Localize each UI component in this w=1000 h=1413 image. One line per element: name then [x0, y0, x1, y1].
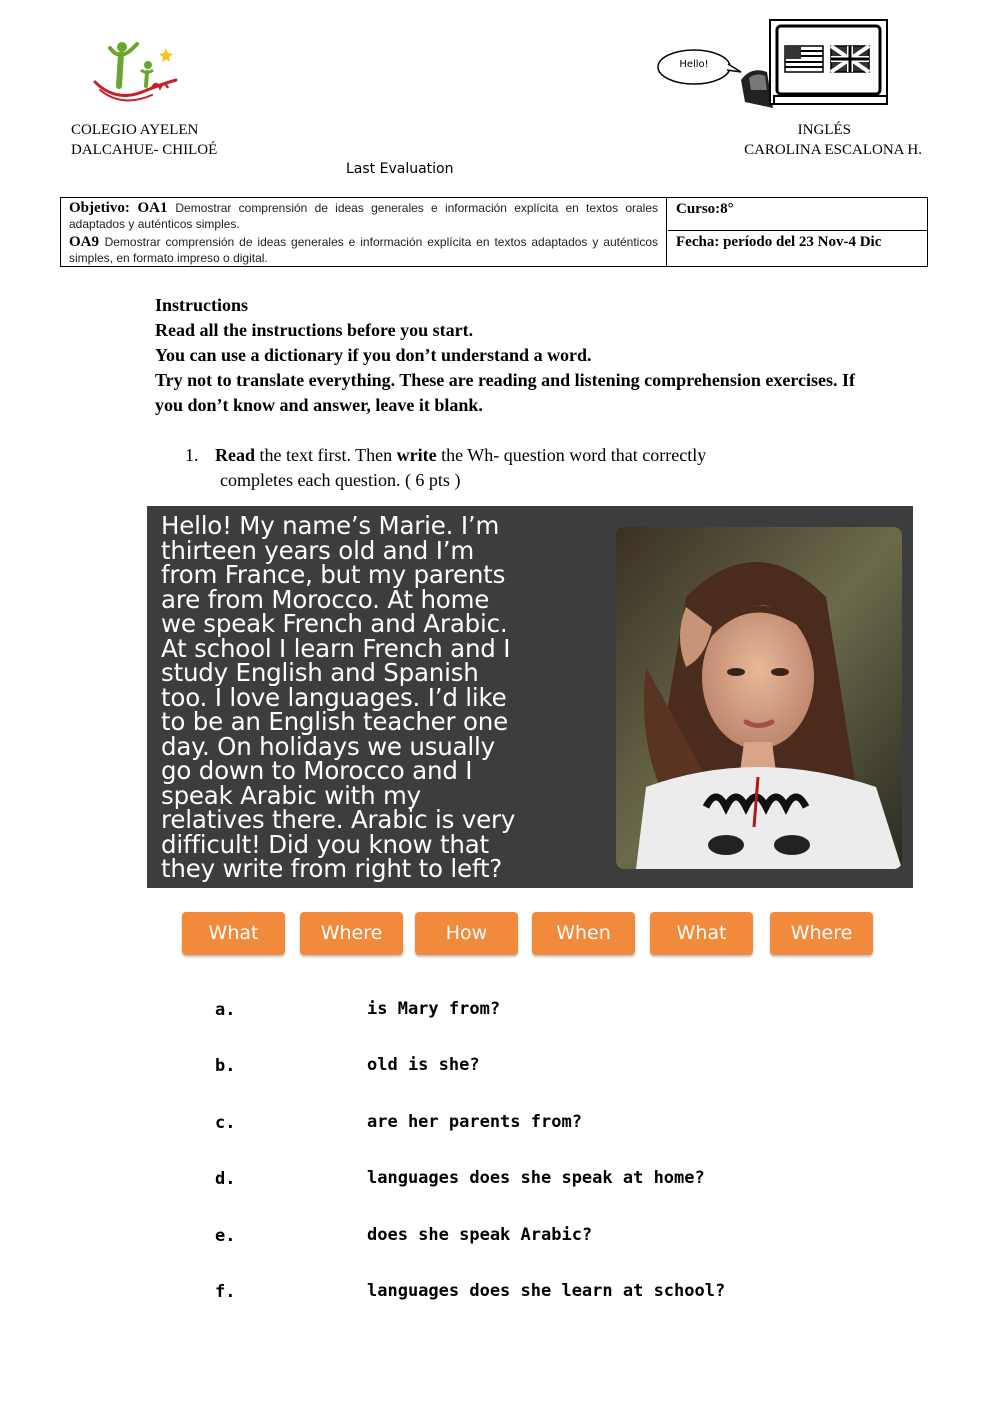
question-f-letter: f. — [215, 1282, 236, 1302]
word-bank-where-1[interactable]: Where — [300, 912, 403, 955]
oa9-label: OA9 — [69, 234, 99, 250]
question-1-number: 1. — [185, 445, 199, 465]
oa1-text: Demostrar comprensión de ideas generales e información explícita en textos orales adaptados y auténticos simples. — [69, 201, 659, 231]
question-1-line-2: completes each question. ( 6 pts ) — [220, 470, 461, 490]
page-title: Last Evaluation — [346, 161, 454, 177]
course-cell — [668, 198, 927, 231]
instructions-block — [155, 293, 875, 418]
q1-part-2: the Wh- question word that correctly — [436, 445, 707, 465]
read-word: Read — [215, 445, 255, 465]
objectives-cell — [61, 198, 667, 266]
instruction-line-1: Read all the instructions before you start. — [155, 320, 474, 340]
reading-line: At school I learn French and I — [161, 633, 511, 663]
question-d-text: languages does she speak at home? — [367, 1168, 705, 1188]
reading-panel — [147, 506, 913, 888]
reading-line: study English and Spanish — [161, 658, 479, 687]
reading-line: to be an English teacher one — [161, 707, 508, 736]
instructions-title: Instructions — [155, 295, 249, 315]
laptop-flags-illustration — [737, 18, 890, 110]
reading-line: relatives there. Arabic is very — [161, 805, 516, 834]
reading-line: day. On holidays we usually — [161, 731, 495, 761]
reading-line: too. I love languages. I’d like — [161, 682, 507, 712]
reading-line: speak Arabic with my — [161, 780, 421, 810]
reading-line: thirteen years old and I’m — [161, 535, 474, 565]
word-bank-where-2[interactable]: Where — [770, 912, 873, 955]
reading-line: difficult! Did you know that — [161, 829, 489, 859]
word-bank-what-1[interactable]: What — [182, 912, 285, 955]
question-1-line-1 — [185, 443, 885, 468]
oa1-label: Objetivo: OA1 — [69, 200, 168, 216]
school-name: COLEGIO AYELEN — [71, 122, 199, 138]
instruction-line-2: You can use a dictionary if you don’t understand a word. — [155, 345, 592, 365]
question-e-text: does she speak Arabic? — [367, 1225, 593, 1245]
date-label: Fecha: período del 23 Nov-4 Dic — [676, 234, 882, 250]
reading-line: they write from right to left? — [161, 854, 503, 883]
objective-oa9 — [69, 234, 658, 266]
word-bank-what-2[interactable]: What — [650, 912, 753, 955]
reading-line: from France, but my parents — [161, 560, 506, 589]
question-b-text: old is she? — [367, 1055, 480, 1075]
question-c-text: are her parents from? — [367, 1112, 582, 1132]
write-word: write — [396, 445, 437, 465]
speech-bubble — [657, 48, 742, 86]
course-label: Curso:8° — [676, 201, 734, 217]
teacher-name: CAROLINA ESCALONA H. — [744, 142, 922, 158]
question-1-prompt — [185, 443, 885, 493]
reading-line: Hello! My name’s Marie. I’m — [161, 511, 500, 540]
reading-line: go down to Morocco and I — [161, 756, 473, 785]
subject-label: INGLÉS — [797, 122, 851, 138]
reading-text — [161, 511, 606, 883]
date-cell — [668, 231, 927, 266]
school-logo — [92, 38, 184, 108]
question-a-letter: a. — [215, 1000, 236, 1020]
q1-part-1: the text first. Then — [255, 445, 397, 465]
girl-photo — [616, 527, 902, 869]
bubble-text: Hello! — [679, 59, 709, 70]
instruction-line-3: Try not to translate everything. These are reading and listening comprehension exercises. If you don’t know and answer, leave it blank. — [155, 370, 855, 415]
question-c-letter: c. — [215, 1113, 236, 1133]
objectives-table — [60, 197, 928, 267]
reading-line: are from Morocco. At home — [161, 584, 490, 614]
question-a-text: is Mary from? — [367, 999, 501, 1019]
school-location: DALCAHUE- CHILOÉ — [71, 142, 218, 158]
question-d-letter: d. — [215, 1169, 236, 1189]
question-b-letter: b. — [215, 1056, 236, 1076]
question-e-letter: e. — [215, 1226, 236, 1246]
objective-oa1 — [69, 200, 658, 232]
question-f-text: languages does she learn at school? — [367, 1281, 726, 1301]
word-bank-when[interactable]: When — [532, 912, 635, 955]
word-bank-how[interactable]: How — [415, 912, 518, 955]
oa9-text: Demostrar comprensión de ideas generales e información explícita en textos adaptados y auténticos simples, en formato impreso o digital. — [69, 235, 658, 265]
reading-line: we speak French and Arabic. — [161, 609, 508, 638]
